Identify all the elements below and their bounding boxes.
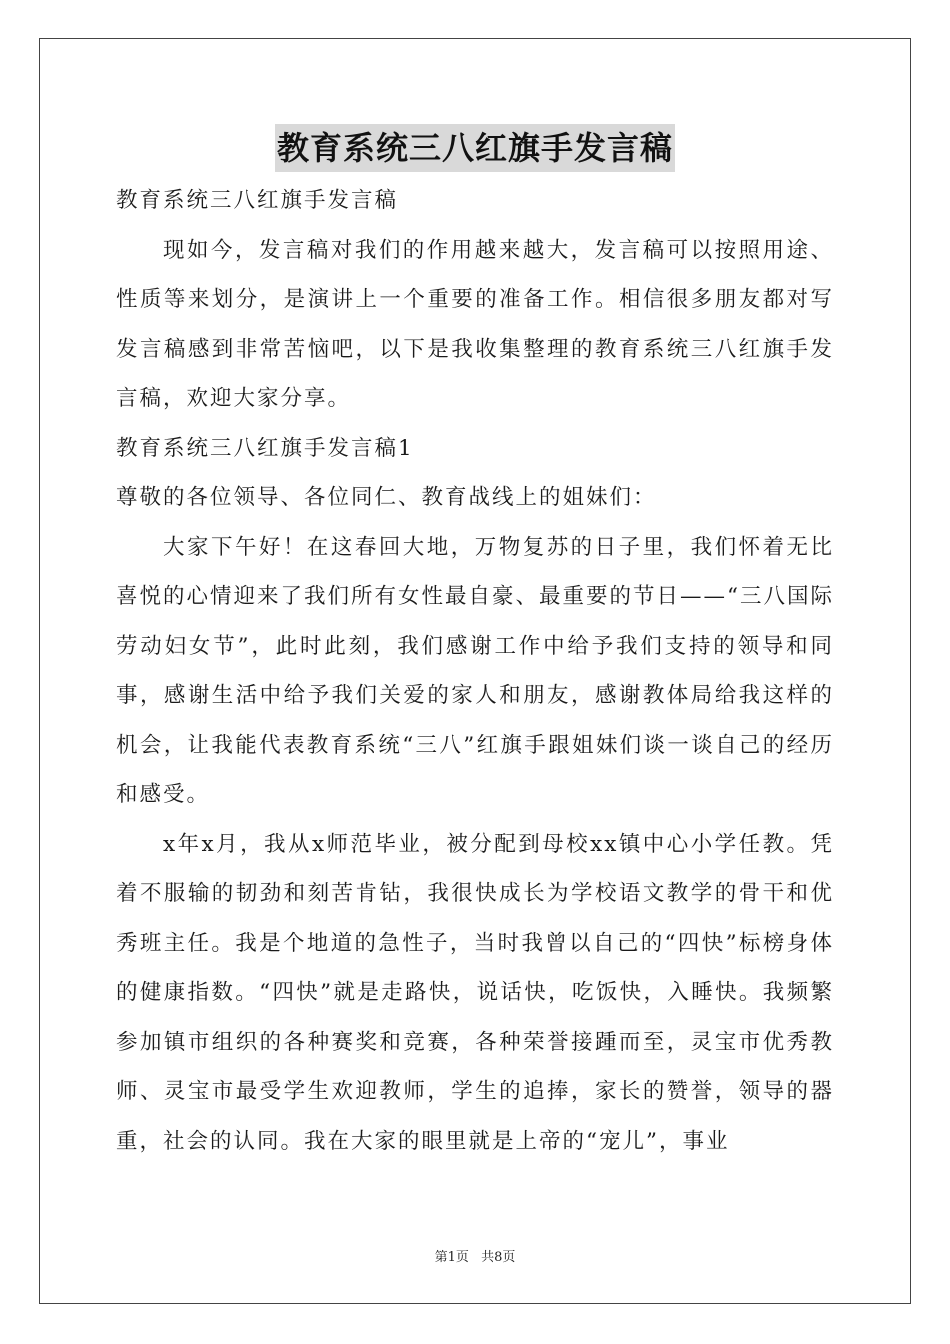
intro-paragraph: 现如今，发言稿对我们的作用越来越大，发言稿可以按照用途、性质等来划分，是演讲上一个重要的准备工作。相信很多朋友都对写发言稿感到非常苦恼吧，以下是我收集整理的教育系统三八红旗手发言稿，欢迎大家分享。 xyxy=(116,237,834,411)
salutation-paragraph: 尊敬的各位领导、各位同仁、教育战线上的姐妹们： xyxy=(116,485,657,510)
section-heading: 教育系统三八红旗手发言稿1 xyxy=(116,435,414,461)
document-body xyxy=(116,176,834,1166)
page-number: 第1页 xyxy=(434,1250,469,1265)
body-paragraph: 大家下午好！在这春回大地，万物复苏的日子里，我们怀着无比喜悦的心情迎来了我们所有女性最自豪、最重要的节日——“三八国际劳动妇女节”，此时此刻，我们感谢工作中给予我们支持的领导和同事，感谢生活中给予我们关爱的家人和朋友，感谢教体局给我这样的机会，让我能代表教育系统“三八”红旗手跟姐妹们谈一谈自己的经历和感受。 xyxy=(116,534,834,807)
subtitle-paragraph: 教育系统三八红旗手发言稿 xyxy=(116,188,399,213)
body-paragraph: x年x月，我从x师范毕业，被分配到母校xx镇中心小学任教。凭着不服输的韧劲和刻苦肯钻，我很快成长为学校语文教学的骨干和优秀班主任。我是个地道的急性子，当时我曾以自己的“四快”标榜身体的健康指数。“四快”就是走路快，说话快，吃饭快，入睡快。我频繁参加镇市组织的各种赛奖和竞赛，各种荣誉接踵而至，灵宝市优秀教师、灵宝市最受学生欢迎教师，学生的追捧，家长的赞誉，领导的器重，社会的认同。我在大家的眼里就是上帝的“宠儿”，事业 xyxy=(116,831,834,1154)
document-title: 教育系统三八红旗手发言稿 xyxy=(275,124,675,172)
title-area xyxy=(0,124,950,172)
page-footer xyxy=(0,1246,950,1265)
page-total: 共8页 xyxy=(481,1250,516,1265)
